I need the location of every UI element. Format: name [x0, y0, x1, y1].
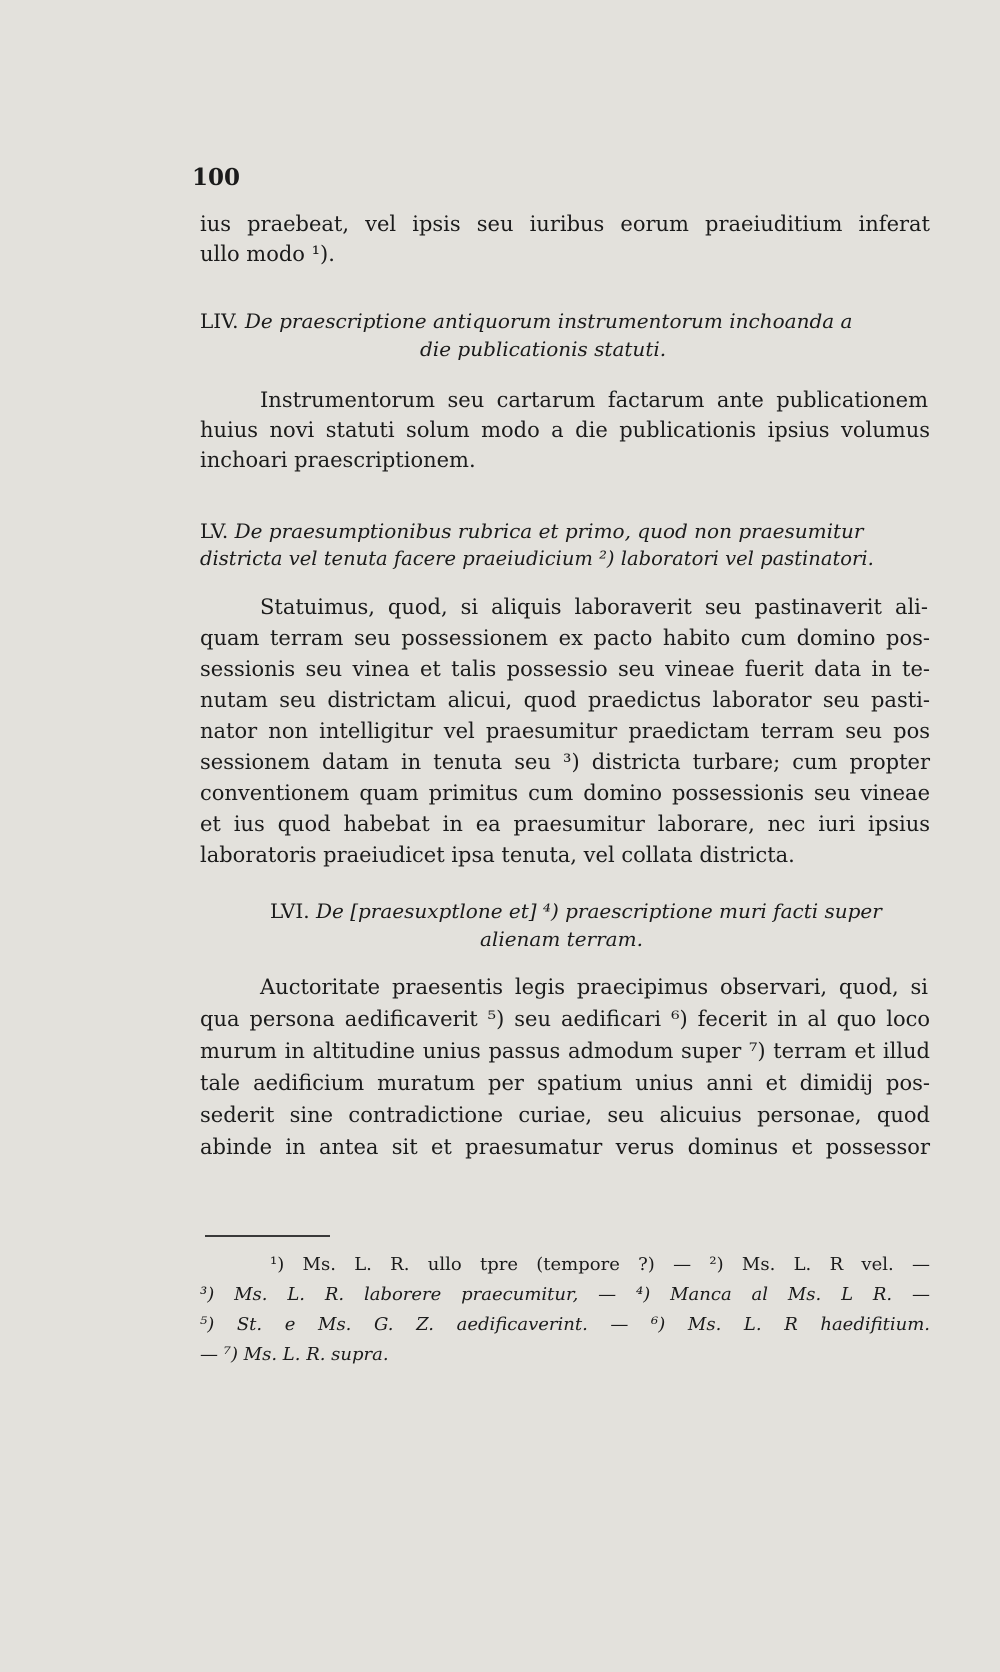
- text-line: ullo modo ¹).: [200, 242, 335, 266]
- text-line: ius praebeat, vel ipsis seu iuribus eorum praeiuditium inferat: [200, 212, 930, 236]
- section-heading-liv: [200, 306, 930, 336]
- text-line: Statuimus, quod, si aliquis laboraverit seu pastinaverit ali-: [260, 595, 928, 619]
- text-line: nator non intelligitur vel praesumitur praedictam terram seu pos: [200, 719, 930, 743]
- text-line: murum in altitudine unius passus admodum super ⁷) terram et illud: [200, 1039, 930, 1063]
- section-title-cont: die publicationis statuti.: [420, 337, 667, 361]
- text-line: inchoari praescriptionem.: [200, 448, 476, 472]
- footnote-rule: [205, 1235, 330, 1237]
- footnote-line: ³) Ms. L. R. laborere praecumitur, — ⁴) Manca al Ms. L R. —: [200, 1284, 930, 1305]
- section-title-cont: alienam terram.: [480, 927, 643, 951]
- section-number: LIV.: [200, 309, 239, 333]
- text-line: abinde in antea sit et praesumatur verus dominus et possessor: [200, 1135, 930, 1159]
- text-line: conventionem quam primitus cum domino possessionis seu vineae: [200, 781, 930, 805]
- text-line: tale aedificium muratum per spatium unius anni et dimidij pos-: [200, 1071, 930, 1095]
- footnote-line: ⁵) St. e Ms. G. Z. aedificaverint. — ⁶) Ms. L. R haedifitium.: [200, 1314, 930, 1335]
- text-line: quam terram seu possessionem ex pacto habito cum domino pos-: [200, 626, 930, 650]
- text-line: laboratoris praeiudicet ipsa tenuta, vel collata districta.: [200, 843, 795, 867]
- text-line: qua persona aedificaverit ⁵) seu aedificari ⁶) fecerit in al quo loco: [200, 1007, 930, 1031]
- text-line: et ius quod habebat in ea praesumitur laborare, nec iuri ipsius: [200, 812, 930, 836]
- text-line: sederit sine contradictione curiae, seu alicuius personae, quod: [200, 1103, 930, 1127]
- section-heading-lv: [200, 516, 930, 546]
- section-number: LV.: [200, 519, 229, 543]
- text-line: sessionem datam in tenuta seu ³) districta turbare; cum propter: [200, 750, 930, 774]
- text-line: sessionis seu vinea et talis possessio seu vineae fuerit data in te-: [200, 657, 930, 681]
- text-line: Auctoritate praesentis legis praecipimus observari, quod, si: [260, 975, 928, 999]
- text-line: Instrumentorum seu cartarum factarum ante publicationem: [260, 388, 928, 412]
- text-line: huius novi statuti solum modo a die publicationis ipsius volumus: [200, 418, 930, 442]
- page-number: 100: [192, 164, 241, 191]
- section-title: De praesumptionibus rubrica et primo, quod non praesumitur: [234, 519, 864, 543]
- footnote-line: — ⁷) Ms. L. R. supra.: [200, 1344, 389, 1365]
- text-line: nutam seu districtam alicui, quod praedictus laborator seu pasti-: [200, 688, 930, 712]
- section-heading-lvi: [270, 896, 882, 926]
- section-title: De praescriptione antiquorum instrumentorum inchoanda a: [244, 309, 853, 333]
- footnote-line: ¹) Ms. L. R. ullo tpre (tempore ?) — ²) Ms. L. R vel. —: [270, 1254, 930, 1275]
- section-number: LVI.: [270, 899, 310, 923]
- section-title: De [praesuxptlone et] ⁴) praescriptione muri facti super: [315, 899, 882, 923]
- section-title-cont: districta vel tenuta facere praeiudicium ²) laboratori vel pastinatori.: [200, 547, 874, 570]
